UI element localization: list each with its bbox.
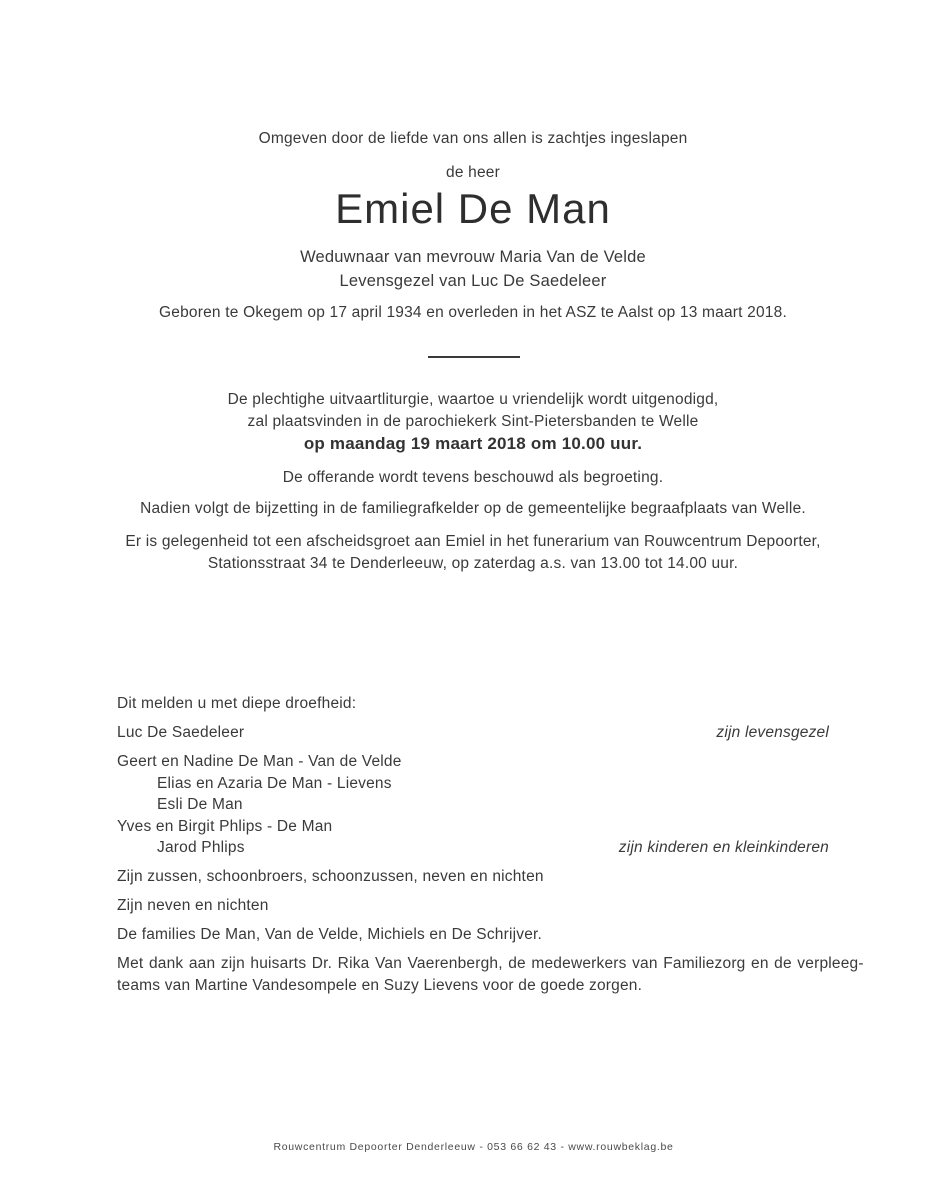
family-row — [117, 773, 829, 795]
family-relation-label: zijn levensgezel — [716, 724, 829, 741]
thanks-line-1: Met dank aan zijn huisarts Dr. Rika Van Vaerenbergh, de medewerkers van Familiezorg en de verpleeg- — [117, 954, 864, 972]
family-member-name: Esli De Man — [157, 796, 243, 813]
interment-line: Nadien volgt de bijzetting in de familiegrafkelder op de gemeentelijke begraafplaats van Welle. — [140, 500, 806, 517]
thanks-paragraph — [117, 953, 864, 997]
family-row — [117, 751, 829, 773]
farewell-line-1: Er is gelegenheid tot een afscheidsgroet aan Emiel in het funerarium van Rouwcentrum Depoorter, — [125, 533, 821, 550]
family-member-name: Elias en Azaria De Man - Lievens — [157, 774, 392, 792]
family-relation-label: zijn kinderen en kleinkinderen — [618, 839, 829, 856]
liturgy-line-1: De plechtighe uitvaartliturgie, waartoe u vriendelijk wordt uitgenodigd, — [227, 391, 719, 408]
intro-line: Omgeven door de liefde van ons allen is zachtjes ingeslapen — [258, 130, 688, 147]
family-group — [117, 751, 829, 859]
family-member-name: Yves en Birgit Phlips - De Man — [117, 817, 333, 835]
announcement-section — [117, 693, 864, 997]
thanks-line-2: teams van Martine Vandesompele en Suzy Lievens voor de goede zorgen. — [117, 976, 643, 994]
families-line: De families De Man, Van de Velde, Michiels en De Schrijver. — [117, 925, 543, 943]
family-member-name: Jarod Phlips — [157, 839, 245, 856]
family-row — [117, 837, 829, 859]
deceased-name: Emiel De Man — [335, 185, 611, 232]
liturgy-datetime: op maandag 19 maart 2018 om 10.00 uur. — [303, 434, 643, 453]
family-row — [117, 794, 829, 816]
funeral-home-footer: Rouwcentrum Depoorter Denderleeuw - 053 66 62 43 - www.rouwbeklag.be — [273, 1141, 674, 1153]
family-member-name: Geert en Nadine De Man - Van de Velde — [117, 753, 402, 770]
family-row — [117, 722, 829, 744]
liturgy-line-2: zal plaatsvinden in de parochiekerk Sint-Pietersbanden te Welle — [247, 413, 699, 430]
family-row — [117, 816, 829, 838]
farewell-block — [117, 531, 829, 575]
life-dates-line: Geboren te Okegem op 17 april 1934 en overleden in het ASZ te Aalst op 13 maart 2018. — [159, 304, 787, 321]
partner-line: Levensgezel van Luc De Saedeleer — [339, 272, 607, 290]
widower-line: Weduwnaar van mevrouw Maria Van de Velde — [300, 248, 646, 266]
liturgy-block — [117, 389, 829, 455]
section-divider — [428, 356, 520, 358]
announcement-intro: Dit melden u met diepe droefheid: — [117, 695, 357, 712]
family-member-name: Luc De Saedeleer — [117, 724, 245, 741]
offering-line: De offerande wordt tevens beschouwd als begroeting. — [282, 469, 664, 486]
farewell-line-2: Stationsstraat 34 te Denderleeuw, op zaterdag a.s. van 13.00 tot 14.00 uur. — [207, 555, 739, 572]
relatives-line: Zijn neven en nichten — [117, 896, 269, 914]
salutation: de heer — [446, 164, 500, 181]
relatives-line: Zijn zussen, schoonbroers, schoonzussen, neven en nichten — [117, 867, 544, 885]
